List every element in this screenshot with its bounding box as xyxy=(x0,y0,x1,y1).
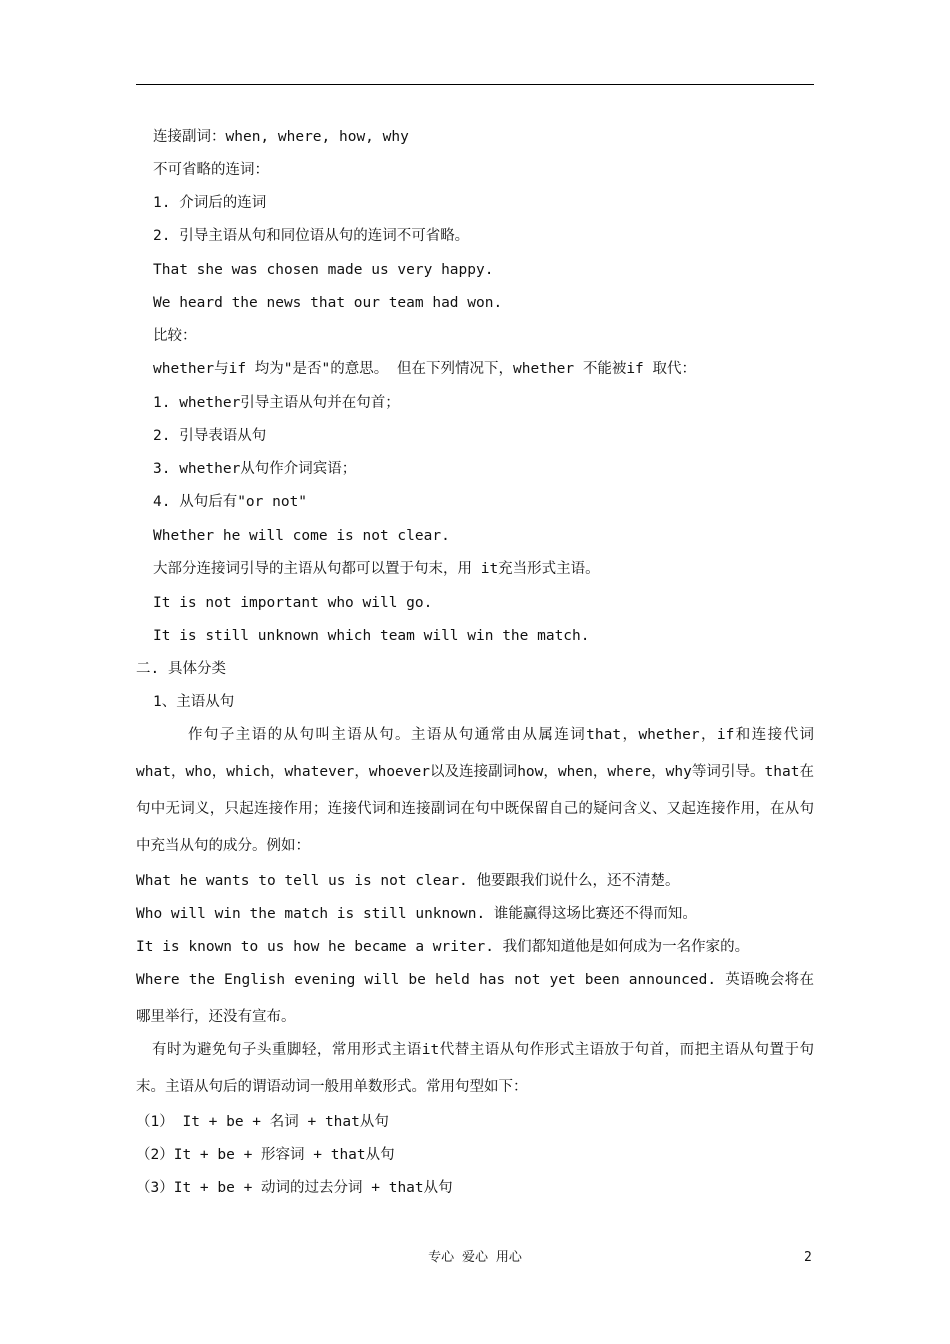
text-line: 2. 引导表语从句 xyxy=(153,428,267,444)
text-line: 不可省略的连词： xyxy=(153,162,269,178)
paragraph: 有时为避免句子头重脚轻，常用形式主语it代替主语从句作形式主语放于句首，而把主语从句置于句末。主语从句后的谓语动词一般用单数形式。常用句型如下： xyxy=(136,1042,814,1095)
text-line: 大部分连接词引导的主语从句都可以置于句末，用 it充当形式主语。 xyxy=(153,561,600,577)
text-line: 4. 从句后有"or not" xyxy=(153,494,308,510)
example-sentence: What he wants to tell us is not clear. 他要跟我们说什么，还不清楚。 xyxy=(136,873,680,889)
example-sentence: It is not important who will go. xyxy=(153,595,433,611)
page-number: 2 xyxy=(804,1250,812,1265)
text-line: 比较： xyxy=(153,328,197,344)
example-sentence: We heard the news that our team had won. xyxy=(153,295,503,311)
pattern-line: （3）It + be + 动词的过去分词 + that从句 xyxy=(136,1180,453,1196)
pattern-line: （2）It + be + 形容词 + that从句 xyxy=(136,1147,395,1163)
text-line: 3. whether从句作介词宾语； xyxy=(153,461,357,477)
subsection-heading: 1、主语从句 xyxy=(153,694,235,710)
text-line: 2. 引导主语从句和同位语从句的连词不可省略。 xyxy=(153,228,470,244)
text-line: 1. 介词后的连词 xyxy=(153,195,267,211)
header-rule xyxy=(136,84,814,85)
example-sentence: Who will win the match is still unknown. 谁能赢得这场比赛还不得而知。 xyxy=(136,906,697,922)
text-line: whether与if 均为"是否"的意思。 但在下列情况下，whether 不能被if 取代： xyxy=(153,361,697,377)
example-sentence: That she was chosen made us very happy. xyxy=(153,262,494,278)
example-sentence: Whether he will come is not clear. xyxy=(153,528,450,544)
example-sentence: Where the English evening will be held has not yet been announced. 英语晚会将在哪里举行，还没有宣布。 xyxy=(136,972,814,1025)
text-line: 连接副词：when, where, how, why xyxy=(153,129,409,145)
example-sentence: It is known to us how he became a writer. 我们都知道他是如何成为一名作家的。 xyxy=(136,939,750,955)
paragraph: 作句子主语的从句叫主语从句。主语从句通常由从属连词that，whether，if和连接代词what，who，which，whatever，whoever以及连接副词how，when，where，why等词引导。that在句中无词义，只起连接作用；连接代词和连接副词在句中既保留自己的疑问含义、又起连接作用，在从句中充当从句的成分。例如： xyxy=(136,727,814,854)
example-sentence: It is still unknown which team will win the match. xyxy=(153,628,590,644)
pattern-line: （1） It + be + 名词 + that从句 xyxy=(136,1114,389,1130)
text-line: 1. whether引导主语从句并在句首； xyxy=(153,395,400,411)
section-heading: 二. 具体分类 xyxy=(136,661,226,677)
footer-motto: 专心 爱心 用心 xyxy=(428,1250,522,1265)
